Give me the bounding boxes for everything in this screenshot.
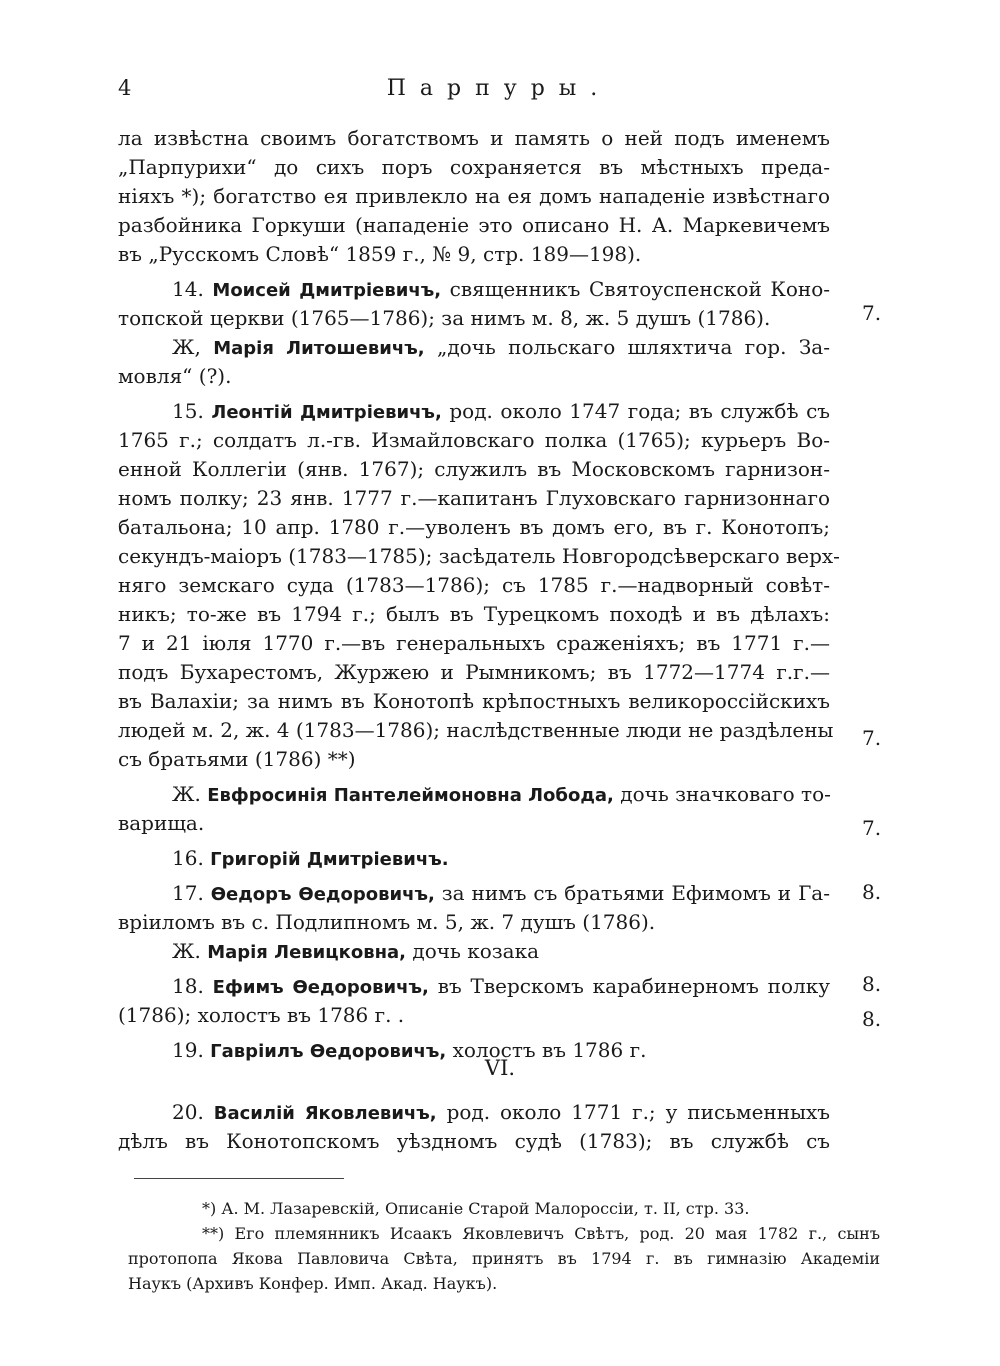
text-line: разбойника Горкуши (нападеніе это описано Н. А. Маркевичемъ — [118, 213, 830, 237]
footnote-2: **) Его племянникъ Исаакъ Яковлевичъ Свѣтъ, род. 20 мая 1782 г., сынъ — [202, 1224, 880, 1243]
text-line: „Парпурихи“ до сихъ поръ сохраняется въ мѣстныхъ преда- — [118, 155, 830, 179]
person-name: Гавріилъ Өедоровичъ, — [210, 1041, 447, 1062]
entry-text: род. около 1747 года; въ службѣ съ — [441, 399, 831, 423]
wife-entry-14 — [118, 333, 830, 362]
text-line: (1786); холостъ въ 1786 г. . — [118, 1003, 405, 1027]
entry-number: 19. — [172, 1038, 204, 1062]
section-heading: VI. — [484, 1056, 516, 1080]
entry-text: въ Тверскомъ карабинерномъ полку — [428, 974, 830, 998]
text-line: 7 и 21 іюля 1770 г.—въ генеральныхъ сраженіяхъ; въ 1771 г.— — [118, 631, 830, 655]
entry-text: дочь козака — [406, 939, 540, 963]
entry-text: „дочь польскаго шляхтича гор. За- — [424, 335, 830, 359]
text-line: 1765 г.; солдатъ л.-гв. Измайловскаго полка (1765); курьеръ Во- — [118, 428, 830, 452]
text-line: дѣлъ въ Конотопскомъ уѣздномъ судѣ (1783); въ службѣ съ — [118, 1129, 830, 1153]
text-line: секундъ-маіоръ (1783—1785); засѣдатель Новгородсѣверскаго верх- — [118, 544, 840, 568]
wife-entry-17 — [118, 937, 830, 966]
footnote-rule — [134, 1178, 344, 1179]
footnote-2-line: Наукъ (Архивъ Конфер. Имп. Акад. Наукъ). — [128, 1274, 498, 1293]
text-line: подъ Бухарестомъ, Журжею и Рымникомъ; въ 1772—1774 г.г.— — [118, 660, 830, 684]
text-line: енной Коллегіи (янв. 1767); служилъ въ Московскомъ гарнизон- — [118, 457, 830, 481]
footnotes — [128, 1196, 880, 1296]
text-line: номъ полку; 23 янв. 1777 г.—капитанъ Глуховскаго гарнизоннаго — [118, 486, 830, 510]
entry-15 — [118, 397, 830, 426]
text-line: ла извѣстна своимъ богатствомъ и память о ней подъ именемъ — [118, 126, 830, 150]
person-name: Моисей Дмитріевичъ, — [212, 280, 442, 301]
wife-label: Ж. — [172, 939, 201, 963]
generation-number: 7. — [862, 816, 882, 840]
footnote-1: *) А. М. Лазаревскій, Описаніе Старой Малороссіи, т. II, стр. 33. — [202, 1199, 750, 1218]
generation-number: 8. — [862, 972, 882, 996]
entry-number: 14. — [172, 277, 204, 301]
text-line: ніяхъ *); богатство ея привлекло на ея домъ нападеніе извѣстнаго — [118, 184, 830, 208]
wife-entry-15 — [118, 780, 830, 809]
wife-label: Ж. — [172, 782, 201, 806]
text-line: батальона; 10 апр. 1780 г.—уволенъ въ домъ его, въ г. Конотопъ; — [118, 515, 830, 539]
text-line: варища. — [118, 811, 205, 835]
entry-text: род. около 1771 г.; у письменныхъ — [436, 1100, 831, 1124]
entry-18 — [118, 972, 830, 1001]
entry-text: дочь значковаго то- — [613, 782, 831, 806]
page-header — [118, 76, 880, 106]
text-line: въ „Русскомъ Словѣ“ 1859 г., № 9, стр. 189—198). — [118, 242, 642, 266]
entry-number: 20. — [172, 1100, 204, 1124]
person-name: Григорій Дмитріевичъ. — [210, 849, 449, 870]
entry-16 — [118, 844, 830, 873]
text-line: никъ; то-же въ 1794 г.; былъ въ Турецкомъ походѣ и въ дѣлахъ: — [118, 602, 830, 626]
entry-text: священникъ Святоуспенской Коно- — [441, 277, 831, 301]
person-name: Василій Яковлевичъ, — [213, 1103, 437, 1124]
text-line: мовля“ (?). — [118, 364, 232, 388]
person-name: Леонтій Дмитріевичъ, — [211, 402, 442, 423]
entry-14 — [118, 275, 830, 304]
entry-number: 17. — [172, 881, 204, 905]
person-name: Евфросинія Пантелеймоновна Лобода, — [207, 785, 614, 806]
generation-number: 7. — [862, 301, 882, 325]
entry-17 — [118, 879, 830, 908]
person-name: Өедоръ Өедоровичъ, — [210, 884, 435, 905]
wife-label: Ж, — [172, 335, 201, 359]
entry-text: холостъ въ 1786 г. — [446, 1038, 647, 1062]
running-title: Парпуры. — [386, 76, 612, 101]
text-line: вріиломъ въ с. Подлипномъ м. 5, ж. 7 душъ (1786). — [118, 910, 656, 934]
generation-number: 7. — [862, 726, 882, 750]
person-name: Марія Литошевичъ, — [213, 338, 425, 359]
text-line: топской церкви (1765—1786); за нимъ м. 8, ж. 5 душъ (1786). — [118, 306, 771, 330]
entry-text: за нимъ съ братьями Ефимомъ и Га- — [434, 881, 830, 905]
text-line: въ Валахіи; за нимъ въ Конотопѣ крѣпостныхъ великороссійскихъ — [118, 689, 830, 713]
generation-number: 8. — [862, 880, 882, 904]
text-line: няго земскаго суда (1783—1786); съ 1785 г.—надворный совѣт- — [118, 573, 830, 597]
main-text-continued — [118, 1098, 830, 1156]
person-name: Марія Левицковна, — [207, 942, 407, 963]
entry-number: 16. — [172, 846, 204, 870]
text-line: людей м. 2, ж. 4 (1783—1786); наслѣдственные люди не раздѣлены — [118, 718, 834, 742]
entry-20 — [118, 1098, 830, 1127]
footnote-2-line: протопопа Якова Павловича Свѣта, принятъ въ 1794 г. въ гимназію Академіи — [128, 1249, 880, 1268]
person-name: Ефимъ Өедоровичъ, — [212, 977, 429, 998]
page-number: 4 — [118, 76, 132, 100]
text-line: съ братьями (1786) **) — [118, 747, 356, 771]
generation-number: 8. — [862, 1007, 882, 1031]
main-text — [118, 124, 840, 1065]
entry-number: 18. — [172, 974, 204, 998]
entry-number: 15. — [172, 399, 204, 423]
